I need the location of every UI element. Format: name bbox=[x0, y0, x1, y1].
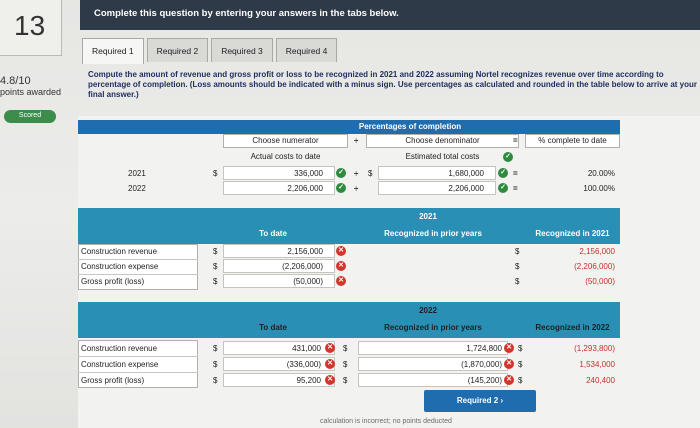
divide-symbol: ÷ bbox=[354, 169, 359, 178]
denominator-header: Choose denominator bbox=[405, 136, 480, 145]
result-header: % complete to date bbox=[538, 136, 607, 145]
row-divider bbox=[78, 356, 198, 357]
tab-required-4[interactable]: Required 4 bbox=[276, 38, 338, 62]
answer-panel bbox=[78, 116, 700, 428]
col-to-date: To date bbox=[259, 323, 287, 332]
row-divider bbox=[78, 274, 198, 275]
currency-symbol: $ bbox=[518, 376, 523, 385]
numerator-2021-value: 336,000 bbox=[294, 169, 323, 178]
currency-symbol: $ bbox=[213, 262, 218, 271]
recognized-expense-2021: (2,206,000) bbox=[574, 262, 615, 271]
currency-symbol: $ bbox=[213, 247, 218, 256]
incorrect-icon: ✕ bbox=[336, 246, 346, 256]
numerator-label: Actual costs to date bbox=[250, 152, 321, 161]
col-to-date: To date bbox=[259, 229, 287, 238]
numerator-header: Choose numerator bbox=[252, 136, 319, 145]
recognized-revenue-2022: (1,293,800) bbox=[574, 344, 615, 353]
score-points: 4.8/10 bbox=[0, 75, 31, 87]
currency-symbol: $ bbox=[518, 344, 523, 353]
divide-symbol: ÷ bbox=[354, 136, 359, 145]
equals-symbol: = bbox=[513, 184, 518, 193]
currency-symbol: $ bbox=[343, 360, 348, 369]
currency-symbol: $ bbox=[343, 344, 348, 353]
pct-year-2021: 2021 bbox=[128, 169, 146, 178]
label-construction-revenue: Construction revenue bbox=[81, 247, 158, 256]
check-icon: ✓ bbox=[498, 168, 508, 178]
check-icon: ✓ bbox=[503, 152, 513, 162]
prior-revenue-2022: 1,724,800 bbox=[466, 344, 502, 353]
profit-to-date-2021: (50,000) bbox=[293, 277, 323, 286]
incorrect-icon: ✕ bbox=[504, 375, 514, 385]
score-label: points awarded bbox=[0, 87, 62, 97]
col-recognized-2021: Recognized in 2021 bbox=[535, 229, 610, 238]
currency-symbol: $ bbox=[213, 360, 218, 369]
revenue-to-date-2022: 431,000 bbox=[292, 344, 321, 353]
currency-symbol: $ bbox=[213, 169, 218, 178]
year-2022-title: 2022 bbox=[419, 306, 437, 315]
incorrect-icon: ✕ bbox=[336, 261, 346, 271]
denominator-2021-value: 1,680,000 bbox=[448, 169, 484, 178]
tab-required-3[interactable]: Required 3 bbox=[211, 38, 273, 62]
col-recognized-2022: Recognized in 2022 bbox=[535, 323, 610, 332]
pct-year-2022: 2022 bbox=[128, 184, 146, 193]
currency-symbol: $ bbox=[515, 247, 520, 256]
check-icon: ✓ bbox=[498, 183, 508, 193]
expense-to-date-2021: (2,206,000) bbox=[282, 262, 323, 271]
scored-badge: Scored bbox=[4, 110, 56, 123]
check-icon: ✓ bbox=[336, 168, 346, 178]
percent-2021: 20.00% bbox=[587, 169, 615, 178]
row-divider bbox=[78, 259, 198, 260]
currency-symbol: $ bbox=[515, 262, 520, 271]
recognized-revenue-2021: 2,156,000 bbox=[579, 247, 615, 256]
denominator-2022-value: 2,206,000 bbox=[448, 184, 484, 193]
incorrect-icon: ✕ bbox=[325, 375, 335, 385]
incorrect-icon: ✕ bbox=[325, 359, 335, 369]
denominator-label: Estimated total costs bbox=[405, 152, 480, 161]
currency-symbol: $ bbox=[213, 277, 218, 286]
pct-title: Percentages of completion bbox=[358, 122, 462, 131]
next-required-button[interactable]: Required 2 › bbox=[424, 390, 536, 412]
row-divider bbox=[78, 372, 198, 373]
profit-to-date-2022: 95,200 bbox=[296, 376, 321, 385]
tab-required-1[interactable]: Required 1 bbox=[82, 38, 144, 64]
tab-bar bbox=[82, 38, 340, 64]
incorrect-icon: ✕ bbox=[325, 343, 335, 353]
col-prior-years: Recognized in prior years bbox=[384, 323, 482, 332]
check-icon: ✓ bbox=[336, 183, 346, 193]
incorrect-icon: ✕ bbox=[504, 359, 514, 369]
label-gross-profit: Gross profit (loss) bbox=[81, 376, 145, 385]
percent-2022: 100.00% bbox=[583, 184, 615, 193]
currency-symbol: $ bbox=[518, 360, 523, 369]
question-number: 13 bbox=[0, 0, 62, 56]
year-2021-title: 2021 bbox=[419, 212, 437, 221]
prior-expense-2022: (1,870,000) bbox=[461, 360, 502, 369]
label-construction-expense: Construction expense bbox=[81, 262, 159, 271]
currency-symbol: $ bbox=[213, 344, 218, 353]
equals-symbol: = bbox=[513, 136, 518, 145]
recognized-expense-2022: 1,534,000 bbox=[579, 360, 615, 369]
label-gross-profit: Gross profit (loss) bbox=[81, 277, 145, 286]
expense-to-date-2022: (336,000) bbox=[286, 360, 321, 369]
label-construction-revenue: Construction revenue bbox=[81, 344, 158, 353]
prior-profit-2022: (145,200) bbox=[467, 376, 502, 385]
equals-symbol: = bbox=[513, 169, 518, 178]
instructions-header: Complete this question by entering your answers in the tabs below. bbox=[80, 0, 700, 30]
incorrect-icon: ✕ bbox=[504, 343, 514, 353]
divide-symbol: ÷ bbox=[354, 184, 359, 193]
label-construction-expense: Construction expense bbox=[81, 360, 159, 369]
currency-symbol: $ bbox=[343, 376, 348, 385]
currency-symbol: $ bbox=[515, 277, 520, 286]
tab-required-2[interactable]: Required 2 bbox=[147, 38, 209, 62]
feedback-note: calculation is incorrect; no points deducted bbox=[320, 418, 452, 425]
question-instructions: Compute the amount of revenue and gross profit or loss to be recognized in 2021 and 2022 assuming Nortel recognizes revenue over time according to percentage of completion. (Loss amounts should be indicated with a minus sign. Use percentages as calculated and rounded in the table below to arrive at your final answer.) bbox=[88, 70, 698, 99]
currency-symbol: $ bbox=[368, 169, 373, 178]
col-prior-years: Recognized in prior years bbox=[384, 229, 482, 238]
numerator-2022-value: 2,206,000 bbox=[287, 184, 323, 193]
recognized-profit-2022: 240,400 bbox=[586, 376, 615, 385]
score-info bbox=[0, 76, 61, 98]
currency-symbol: $ bbox=[213, 376, 218, 385]
incorrect-icon: ✕ bbox=[336, 276, 346, 286]
recognized-profit-2021: (50,000) bbox=[585, 277, 615, 286]
revenue-to-date-2021: 2,156,000 bbox=[287, 247, 323, 256]
